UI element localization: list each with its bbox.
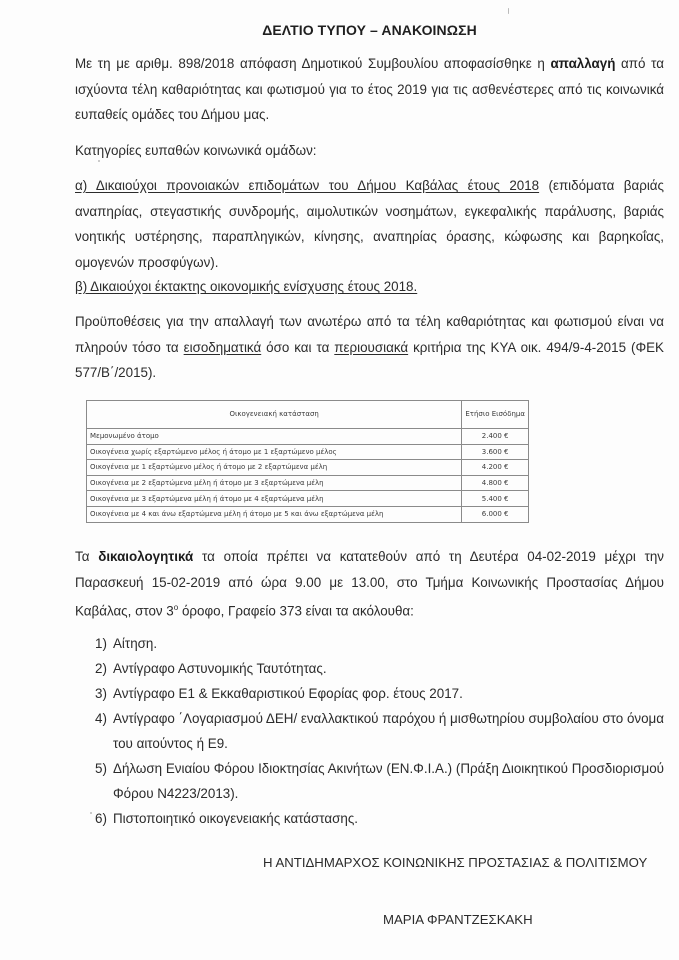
table-row [87, 460, 529, 476]
income-cell: 2.400 € [462, 429, 529, 445]
list-item [95, 656, 664, 681]
category-b-heading: β) Δικαιούχοι έκτακτης οικονομικής ενίσχυσης έτους 2018. [75, 279, 418, 294]
documents-intro-paragraph [75, 544, 664, 624]
category-b-paragraph [75, 274, 664, 300]
income-cell: 4.800 € [462, 475, 529, 491]
property-criteria-term: περιουσιακά [334, 339, 409, 355]
income-criteria-term: εισοδηματικά [183, 339, 262, 355]
family-status-cell: Οικογένεια με 4 και άνω εξαρτώμενα μέλη ή άτομο με 5 και άνω εξαρτώμενα μέλη [87, 506, 462, 522]
table-row [87, 429, 529, 445]
documents-intro-text: τα οποία πρέπει να κατατεθούν από τη Δευτέρα 04-02-2019 μέχρι την Παρασκευή 15-02-2019 από ώρα 9.00 με 13.00, στο Τμήμα Κοινωνικής Προστασίας Δήμου Καβάλας, στον 3 [75, 549, 665, 619]
list-item-text: Αντίγραφο ΄Λογαριασμού ΔΕΗ/ εναλλακτικού παρόχου ή μισθωτηρίου συμβολαίου στο όνομα του αιτούντος ή Ε9. [113, 711, 664, 751]
conditions-text: Προϋποθέσεις για την απαλλαγή των ανωτέρω από τα τέλη καθαριότητας και φωτισμού είναι να πληρούν τόσο τα [75, 314, 664, 355]
signatory-name: ΜΑΡΙΑ ΦΡΑΝΤΖΕΣΚΑΚΗ [383, 912, 533, 927]
conditions-text: όσο και τα [261, 339, 335, 355]
category-a-paragraph [75, 173, 664, 275]
documents-intro-text-end: όροφο, Γραφείο 373 είναι τα ακόλουθα: [178, 603, 414, 619]
table-row [87, 506, 529, 522]
list-item-text: Δήλωση Ενιαίου Φόρου Ιδιοκτησίας Ακινήτων (ΕΝ.Φ.Ι.Α.) (Πράξη Διοικητικού Προσδιορισμού Φόρου Ν4223/2013). [113, 761, 664, 801]
list-number: 1) [95, 636, 107, 651]
required-documents-list [95, 631, 664, 831]
categories-heading: Κατηγορίες ευπαθών κοινωνικά ομάδων: [75, 143, 317, 158]
conditions-text-end: κριτήρια της ΚΥΑ οικ. 494/9-4-2015 (ΦΕΚ 577/Β΄/2015). [75, 339, 664, 380]
family-status-cell: Μεμονωμένο άτομο [87, 429, 462, 445]
list-item-text: Αντίγραφο Αστυνομικής Ταυτότητας. [113, 661, 327, 676]
list-number: 2) [95, 661, 107, 676]
list-item-text: Πιστοποιητικό οικογενειακής κατάστασης. [113, 811, 359, 826]
intro-paragraph [75, 51, 664, 128]
table-row [87, 444, 529, 460]
income-cell: 5.400 € [462, 491, 529, 507]
header-annual-income: Ετήσιο Εισόδημα [462, 401, 529, 429]
documents-intro-text: Τα [75, 549, 99, 564]
category-a-heading: α) Δικαιούχοι προνοιακών επιδομάτων του Δήμου Καβάλας έτους 2018 [75, 178, 540, 193]
scan-speck [98, 160, 100, 162]
intro-text-end: από τα ισχύοντα τέλη καθαριότητας και φωτισμού για το έτος 2019 για τις ασθενέστερες από τις κοινωνικά ευπαθείς ομάδες του Δήμου μας. [75, 56, 664, 122]
scan-speck [508, 8, 509, 14]
family-status-cell: Οικογένεια με 2 εξαρτώμενα μέλη ή άτομο με 3 εξαρτώμενα μέλη [87, 475, 462, 491]
category-a-details: (επιδόματα βαριάς αναπηρίας, στεγαστικής συνδρομής, αιμολυτικών νοσημάτων, εγκεφαλικής παράλυσης, βαριάς νοητικής υστέρησης, παραπληγικών, κίνησης, αναπηρίας όρασης, κώφωσης και βαρηκοΐας, ομογενών προσφύγων). [75, 178, 664, 270]
list-item [95, 681, 664, 706]
family-status-cell: Οικογένεια με 3 εξαρτώμενα μέλη ή άτομο με 4 εξαρτώμενα μέλη [87, 491, 462, 507]
table-row [87, 475, 529, 491]
family-status-cell: Οικογένεια χωρίς εξαρτώμενο μέλος ή άτομο με 1 εξαρτώμενο μέλος [87, 444, 462, 460]
income-cell: 6.000 € [462, 506, 529, 522]
document-title: ΔΕΛΤΙΟ ΤΥΠΟΥ – ΑΝΑΚΟΙΝΩΣΗ [262, 22, 477, 38]
table-header-row [87, 401, 529, 429]
income-criteria-table [86, 400, 529, 523]
signatory-role: Η ΑΝΤΙΔΗΜΑΡΧΟΣ ΚΟΙΝΩΝΙΚΗΣ ΠΡΟΣΤΑΣΙΑΣ & ΠΟΛΙΤΙΣΜΟΥ [263, 855, 648, 870]
list-item [95, 806, 664, 831]
list-number: 3) [95, 686, 107, 701]
table-row [87, 491, 529, 507]
floor-superscript: ο [173, 603, 179, 612]
list-number: 6) [95, 811, 107, 826]
intro-bold-term: απαλλαγή [550, 56, 616, 71]
intro-text: Με τη με αριθμ. 898/2018 απόφαση Δημοτικού Συμβουλίου αποφασίσθηκε η [75, 56, 551, 71]
list-item-text: Αντίγραφο Ε1 & Εκκαθαριστικού Εφορίας φορ. έτους 2017. [113, 686, 463, 701]
list-item [95, 756, 664, 806]
documents-bold-term: δικαιολογητικά [98, 549, 194, 564]
scan-speck [90, 812, 92, 814]
family-status-cell: Οικογένεια με 1 εξαρτώμενο μέλος ή άτομο με 2 εξαρτώμενα μέλη [87, 460, 462, 476]
conditions-paragraph [75, 309, 664, 386]
income-cell: 4.200 € [462, 460, 529, 476]
list-number: 4) [95, 711, 107, 726]
list-number: 5) [95, 761, 107, 776]
list-item [95, 706, 664, 756]
header-family-status: Οικογενειακή κατάσταση [87, 401, 462, 429]
list-item [95, 631, 664, 656]
income-cell: 3.600 € [462, 444, 529, 460]
list-item-text: Αίτηση. [113, 636, 158, 651]
